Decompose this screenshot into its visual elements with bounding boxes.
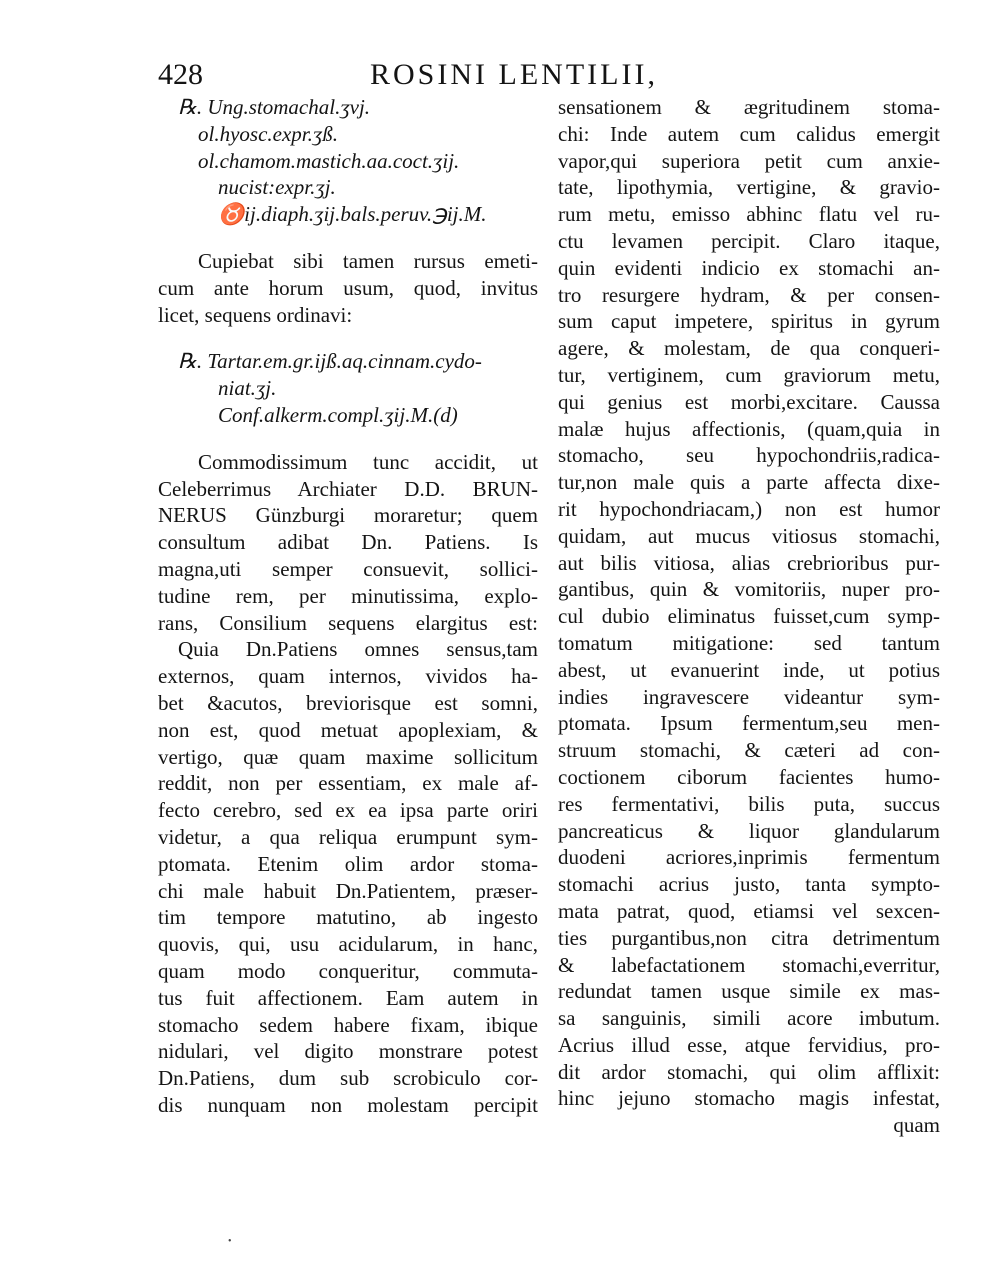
page-number: 428	[158, 58, 203, 91]
text-line: qui genius est morbi,excitare. Caussa	[558, 389, 940, 414]
text-line: cum ante horum usum, quod, invitus	[158, 275, 538, 300]
recipe-line: nucist:expr.ʒj.	[218, 175, 336, 200]
right-column	[558, 94, 940, 1139]
text-line: magna,uti semper consuevit, sollici-	[158, 556, 538, 581]
recipe-1	[158, 94, 538, 228]
text-line: agere, & molestam, de qua conqueri-	[558, 336, 940, 361]
text-line: rans, Consilium sequens elargitus est:	[158, 610, 538, 635]
paper-speck: •	[228, 1236, 232, 1247]
text-line: sensationem & ægritudinem stoma-	[558, 95, 940, 119]
text-line: sa sanguinis, simili acore imbutum.	[558, 1006, 940, 1031]
text-line: licet, sequens ordinavi:	[158, 302, 353, 327]
text-line: abest, ut evanuerint inde, ut potius	[558, 657, 940, 682]
text-line: Dn.Patiens, dum sub scrobiculo cor-	[158, 1066, 538, 1091]
text-line: res fermentativi, bilis puta, succus	[558, 791, 940, 816]
text-line: Acrius illud esse, atque fervidius, pro-	[558, 1032, 940, 1057]
recipe-line: ℞. Ung.stomachal.ʒvj.	[178, 95, 371, 119]
text-line: hinc jejuno stomacho magis infestat,	[558, 1086, 940, 1111]
text-line: bet &acutos, breviorisque est somni,	[158, 690, 538, 715]
text-line: pancreaticus & liquor glandularum	[558, 818, 940, 843]
text-line: tate, lipothymia, vertigine, & gravio-	[558, 175, 940, 200]
text-line: tim tempore matutino, ab ingesto	[158, 905, 538, 930]
recipe-line: ol.chamom.mastich.aa.coct.ʒij.	[198, 148, 460, 173]
text-line: stomacho sedem habere fixam, ibique	[158, 1012, 538, 1037]
text-line: chi male habuit Dn.Patientem, præser-	[158, 878, 538, 903]
text-line: aut bilis vitiosa, alias crebrioribus pur-	[558, 550, 940, 575]
text-line: redundat tamen usque simile ex mas-	[558, 979, 940, 1004]
text-line: dis nunquam non molestam percipit	[158, 1092, 538, 1117]
paragraph-2	[158, 449, 538, 637]
text-line: ptomata. Ipsum fermentum,seu men-	[558, 711, 940, 736]
text-line: ptomata. Etenim olim ardor stoma-	[158, 851, 538, 876]
left-column	[158, 94, 538, 1119]
paragraph-3	[158, 636, 538, 1118]
text-line: tomatum mitigatione: sed tantum	[558, 630, 940, 655]
text-line: chi: Inde autem cum calidus emergit	[558, 121, 940, 146]
running-head: ROSINI LENTILII,	[370, 58, 658, 91]
catchword: quam	[893, 1113, 940, 1138]
text-line: Celeberrimus Archiater D.D. BRUN-	[158, 476, 538, 501]
text-line: stomacho, seu hypochondriis,radica-	[558, 443, 940, 468]
text-line: tro resurgere hydram, & per consen-	[558, 282, 940, 307]
text-line: mata patrat, quod, etiamsi vel sexcen-	[558, 898, 940, 923]
text-line: & labefactationem stomachi,everritur,	[558, 952, 940, 977]
text-line: vapor,qui superiora petit cum anxie-	[558, 148, 940, 173]
text-line: gantibus, quin & vomitoriis, nuper pro-	[558, 577, 940, 602]
text-line: tudine rem, per minutissima, explo-	[158, 583, 538, 608]
text-line: Cupiebat sibi tamen rursus emeti-	[198, 248, 538, 273]
paragraph-1	[158, 248, 538, 328]
text-line: duodeni acriores,inprimis fermentum	[558, 845, 940, 870]
text-line: consultum adibat Dn. Patiens. Is	[158, 530, 538, 555]
text-line: rum metu, emisso abhinc flatu vel ru-	[558, 202, 940, 227]
recipe-line: ol.hyosc.expr.ʒß.	[198, 121, 338, 146]
text-line: NERUS Günzburgi moraretur; quem	[158, 503, 538, 528]
text-line: reddit, non per essentiam, ex male af-	[158, 771, 538, 796]
recipe-line: Conf.alkerm.compl.ʒij.M.(d)	[218, 402, 458, 427]
text-line: quovis, qui, usu acidularum, in hanc,	[158, 932, 538, 957]
text-line: stomachi acrius justo, tanta sympto-	[558, 872, 940, 897]
recipe-line: niat.ʒj.	[218, 376, 277, 401]
text-line: dit ardor stomachi, qui olim afflixit:	[558, 1059, 940, 1084]
recipe-line: ♉ij.diaph.ʒij.bals.peruv.℈ij.M.	[218, 202, 487, 227]
text-line: videtur, a qua reliqua erumpunt sym-	[158, 824, 538, 849]
text-line: tur, vertiginem, cum graviorum metu,	[558, 362, 940, 387]
text-line: tur,non male quis a parte affecta dixe-	[558, 470, 940, 495]
text-line: malæ hujus affectionis, (quam,quia in	[558, 416, 940, 441]
text-line: fecto cerebro, sed ex ea ipsa parte oriri	[158, 798, 538, 823]
text-line: quam modo conqueritur, commuta-	[158, 958, 538, 983]
text-line: ties purgantibus,non citra detrimentum	[558, 925, 940, 950]
text-line: indies ingravescere videantur sym-	[558, 684, 940, 709]
text-line: sum caput impetere, spiritus in gyrum	[558, 309, 940, 334]
text-line: Commodissimum tunc accidit, ut	[198, 449, 538, 474]
recipe-2	[158, 348, 538, 428]
recipe-line: ℞. Tartar.em.gr.ijß.aq.cinnam.cydo-	[178, 349, 482, 374]
text-line: tus fuit affectionem. Eam autem in	[158, 985, 538, 1010]
text-line: rit hypochondriacam,) non est humor	[558, 496, 940, 521]
text-line: non est, quod metuat apoplexiam, &	[158, 717, 538, 742]
text-line: externos, quam internos, vividos ha-	[158, 664, 538, 689]
text-line: nidulari, vel digito monstrare potest	[158, 1039, 538, 1064]
text-line: coctionem ciborum facientes humo-	[558, 764, 940, 789]
text-line: struum stomachi, & cæteri ad con-	[558, 738, 940, 763]
text-line: vertigo, quæ quam maxime sollicitum	[158, 744, 538, 769]
text-line: Quia Dn.Patiens omnes sensus,tam	[178, 637, 538, 662]
text-line: quin evidenti indicio ex stomachi an-	[558, 255, 940, 280]
text-line: quidam, aut mucus vitiosus stomachi,	[558, 523, 940, 548]
text-line: cul dubio eliminatus fuisset,cum symp-	[558, 604, 940, 629]
text-line: ctu levamen percipit. Claro itaque,	[558, 228, 940, 253]
